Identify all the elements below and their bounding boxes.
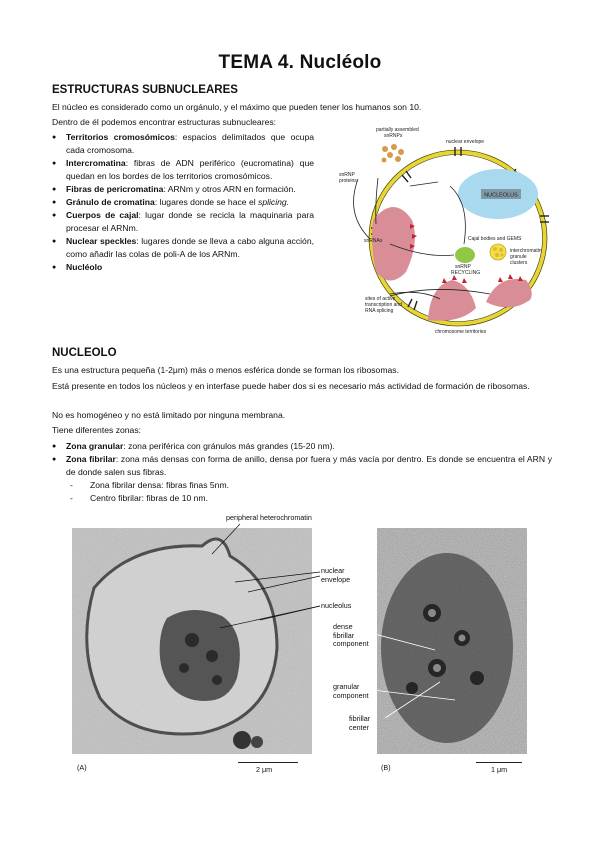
sub-list-item: - Centro fibrilar: fibras de 10 nm. [66, 492, 552, 505]
label-snrnp-recycling: RECYCLING [451, 270, 481, 276]
scale-bar-b [476, 762, 522, 763]
label-nuclear-envelope: nuclear envelope [321, 566, 351, 584]
label-snrnp-proteins: snRNP [339, 172, 355, 178]
label-snrnas: snRNAs [364, 238, 383, 244]
paragraph: El núcleo es considerado como un orgánulo, y el máximo que pueden tener los humanos son 10. [52, 102, 422, 112]
nucleolus-label: NUCLEOLUS [484, 192, 518, 199]
list-item: ● Cuerpos de cajal: lugar donde se recicla la maquinaria para procesar el ARNm. [52, 209, 314, 235]
paragraph: Está presente en todos los núcleos y en interfase puede haber dos si es necesario más actividad de formación de ribosomas. [52, 381, 530, 391]
sub-list-item: - Zona fibrilar densa: fibras finas 5nm. [66, 479, 552, 492]
micrograph-a-leaders [200, 520, 325, 630]
label-fibrillar-center: fibrillar center [349, 714, 371, 732]
label-cajal: Cajal bodies and GEMS [468, 236, 522, 242]
list-item: ● Nuclear speckles: lugares donde se lleva a cabo alguna acción, como añadir las colas de poli-A de los ARNm. [52, 235, 314, 261]
paragraph: Es una estructura pequeña (1-2μm) más o menos esférica donde se forman los ribosomas. [52, 365, 399, 375]
micrograph-b-label: (B) [381, 763, 391, 772]
label-interchromatin: clusters [510, 260, 528, 266]
list-item: ● Territorios cromosómicos: espacios delimitados que ocupa cada cromosoma. [52, 131, 314, 157]
list-item: ● Zona granular: zona periférica con gránulos más grandes (15-20 nm). [52, 440, 552, 453]
interchromatin-cluster [490, 244, 506, 260]
label-sites: sites of active [365, 296, 396, 302]
label-snrnp-recycling: snRNP [455, 264, 471, 270]
scale-a: 2 μm [256, 765, 273, 774]
section-heading-subnucleares: ESTRUCTURAS SUBNUCLEARES [52, 84, 238, 96]
label-interchromatin: granule [510, 254, 527, 260]
zones-list [52, 440, 552, 505]
label-sites: RNA splicing [365, 308, 394, 314]
list-item: ● Gránulo de cromatina: lugares donde se hace el splicing. [52, 196, 314, 209]
label-granular: granular component [333, 682, 369, 700]
paragraph: Dentro de él podemos encontrar estructuras subnucleares: [52, 117, 277, 127]
snrnp-dots [382, 144, 405, 163]
paragraph: Tiene diferentes zonas: [52, 425, 142, 435]
micrograph-b-leaders [365, 620, 475, 730]
label-peripheral: peripheral heterochromatin [226, 513, 312, 522]
label-partially: partially assembled [376, 127, 419, 133]
subnuclear-list [52, 131, 314, 274]
label-dense-fibrillar: dense fibrillar component [333, 622, 369, 648]
list-item: ● Nucléolo [52, 261, 314, 274]
list-item: ● Zona fibrilar: zona más densas con forma de anillo, densa por fuera y más vacía por dentro. Es donde se encuentra el ARN y de donde salen sus fibras. - Zona fibrilar densa: fibras finas 5nm. - Centro fibrilar: fibras de 10 nm. [52, 453, 552, 505]
list-item: ● Intercromatina: fibras de ADN periférico (eucromatina) que quedan en los bordes de los territorios cromosómicos. [52, 157, 314, 183]
list-item: ● Fibras de pericromatina: ARNm y otros ARN en formación. [52, 183, 314, 196]
page-title: TEMA 4. Nucléolo [218, 52, 382, 73]
label-snrnp-proteins: proteins [339, 178, 357, 184]
sub-list [66, 479, 552, 505]
label-territories: chromosome territories [435, 329, 487, 335]
subnuclear-diagram [330, 124, 555, 338]
scale-b: 1 μm [491, 765, 508, 774]
label-nuclear-envelope: nuclear envelope [446, 139, 485, 145]
micrograph-a-label: (A) [77, 763, 87, 772]
section-heading-nucleolo: NUCLEOLO [52, 347, 117, 359]
scale-bar-a [238, 762, 298, 763]
label-interchromatin: interchromatin [510, 248, 542, 254]
paragraph: No es homogéneo y no está limitado por ninguna membrana. [52, 410, 286, 420]
label-sites: transcription and [365, 302, 402, 308]
cajal-body [455, 247, 475, 263]
label-snrnps: snRNPs [384, 133, 403, 139]
label-nucleolus: nucleolus [321, 601, 352, 610]
